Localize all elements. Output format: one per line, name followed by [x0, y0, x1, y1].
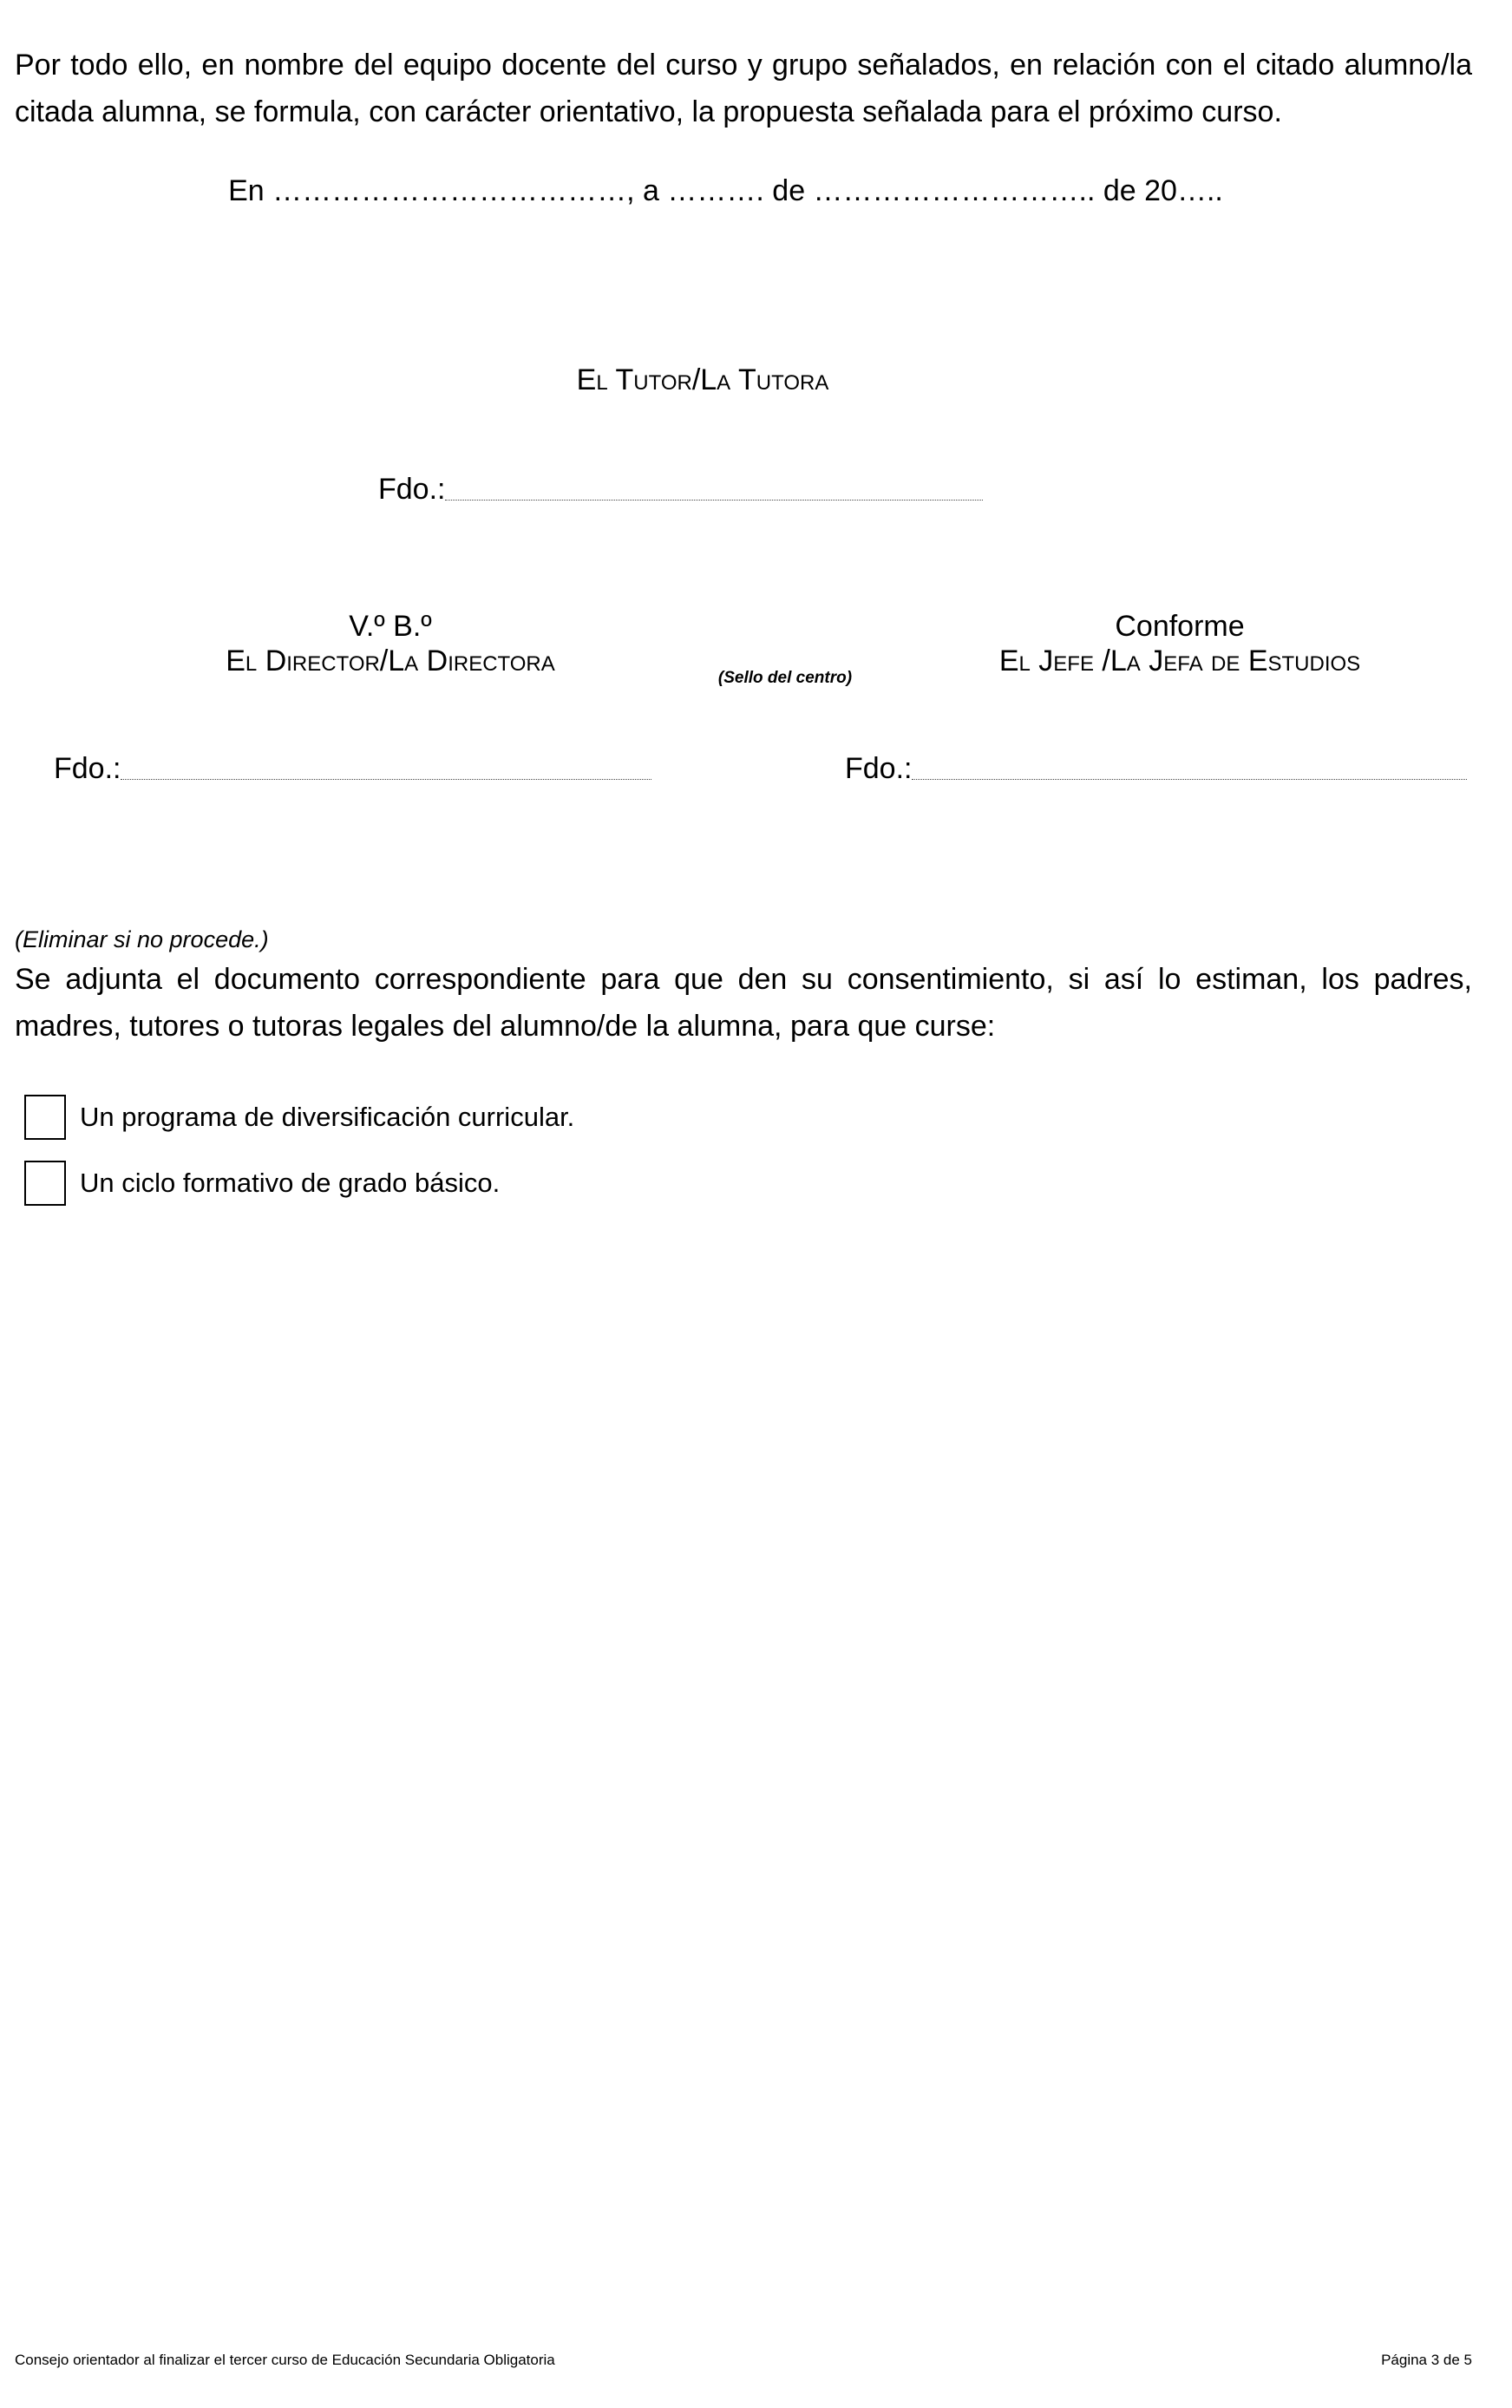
tutor-fdo-label: Fdo.:: [378, 473, 446, 506]
director-signature-field[interactable]: [54, 751, 651, 786]
checkbox[interactable]: [24, 1161, 66, 1206]
option-label: Un programa de diversificación curricular.: [80, 1102, 575, 1132]
tutor-signature-field[interactable]: [378, 472, 983, 507]
director-fdo-label: Fdo.:: [54, 752, 121, 785]
option-basic-vocational-cycle[interactable]: [24, 1161, 500, 1206]
option-diversification-program[interactable]: [24, 1095, 574, 1140]
school-seal-label: (Sello del centro): [717, 669, 853, 687]
director-title: El Director/La Directora: [226, 645, 555, 677]
intro-paragraph: Por todo ello, en nombre del equipo docente del curso y grupo señalados, en relación con el citado alumno/la citada alumna, se formula, con carácter orientativo, la propuesta señalada para el próximo curso.: [15, 49, 1472, 128]
head-of-studies-heading: Conforme: [1115, 610, 1245, 643]
director-heading: V.º B.º: [349, 610, 432, 643]
head-of-studies-block: [911, 609, 1449, 678]
director-block: [173, 609, 607, 678]
tutor-signature-line[interactable]: [445, 500, 983, 501]
director-signature-line[interactable]: [121, 779, 651, 780]
head-of-studies-signature-field[interactable]: [845, 751, 1467, 786]
footer-document-title: Consejo orientador al finalizar el tercer curso de Educación Secundaria Obligatoria: [15, 2352, 555, 2368]
date-place-line: En ………………………………, a ………. de ……………………….. de 20…..: [228, 174, 1223, 207]
attachment-paragraph: Se adjunta el documento correspondiente para que den su consentimiento, si así lo estiman, los padres, madres, tutores o tutoras legales del alumno/de la alumna, para que curse:: [15, 963, 1472, 1043]
footer-page-number: Página 3 de 5: [1381, 2352, 1472, 2368]
head-of-studies-signature-line[interactable]: [912, 779, 1467, 780]
tutor-title: El Tutor/La Tutora: [576, 363, 829, 396]
option-label: Un ciclo formativo de grado básico.: [80, 1168, 501, 1198]
head-of-studies-fdo-label: Fdo.:: [845, 752, 913, 785]
head-of-studies-title: El Jefe /La Jefa de Estudios: [998, 645, 1361, 677]
conditional-note: (Eliminar si no procede.): [15, 926, 269, 952]
checkbox[interactable]: [24, 1095, 66, 1140]
